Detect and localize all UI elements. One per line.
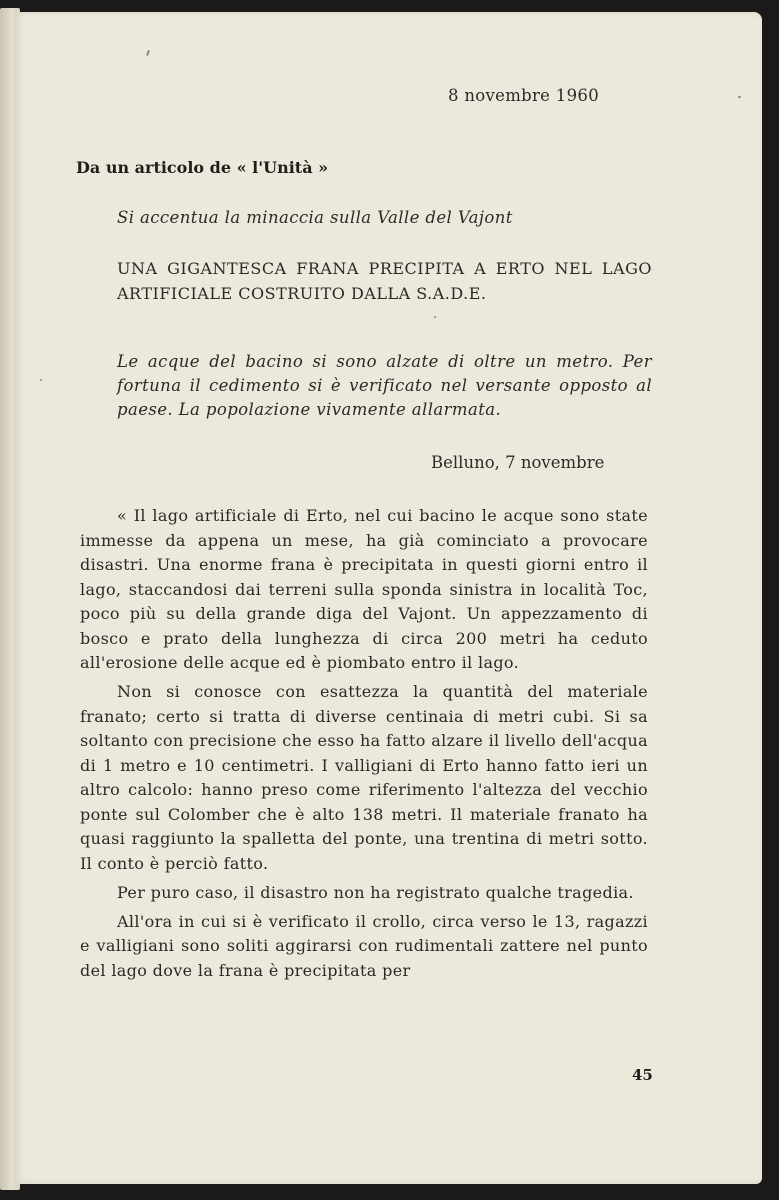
- body-paragraph: Per puro caso, il disastro non ha registrato qualche tragedia.: [117, 882, 634, 902]
- body-paragraph: « Il lago artificiale di Erto, nel cui bacino le acque sono state immesse da appena un mese, ha già cominciato a provocare disastri. Una enorme frana è precipitata in questi giorni entro il lago, staccandosi dai terreni sulla sponda sinistra in località Toc, poco più su della grande diga del Vajont. Un appezzamento di bosco e prato della lunghezza di circa 200 metri ha ceduto all'erosione delle acque ed è piombato entro il lago.: [80, 506, 648, 672]
- body-paragraph: Non si conosce con esattezza la quantità del materiale franato; certo si tratta di diverse centinaia di metri cubi. Si sa soltanto con precisione che esso ha fatto alzare il livello dell'acqua di 1 metro e 10 centimetri. I valligiani di Erto hanno fatto ieri un altro calcolo: hanno preso come riferimento l'altezza del vecchio ponte sul Colomber che è alto 138 metri. Il materiale franato ha quasi raggiunto la spalletta del ponte, una trentina di metri sotto. Il conto è perciò fatto.: [80, 682, 648, 873]
- article-dateline: Belluno, 7 novembre: [431, 453, 605, 472]
- source-line: Da un articolo de « l'Unità »: [76, 158, 329, 177]
- article-body: [80, 504, 648, 988]
- article-subhead: Le acque del bacino si sono alzate di oltre un metro. Per fortuna il cedimento si è verificato nel versante opposto al paese. La popolazione vivamente allarmata.: [117, 352, 652, 419]
- letter-date: 8 novembre 1960: [448, 86, 599, 105]
- paper-speck: [40, 379, 42, 381]
- page-number: 45: [632, 1066, 653, 1084]
- paper-speck: [434, 316, 436, 318]
- article-headline: UNA GIGANTESCA FRANA PRECIPITA A ERTO NEL LAGO ARTIFICIALE COSTRUITO DALLA S.A.D.E.: [117, 259, 652, 303]
- paper-speck: [146, 50, 150, 56]
- body-paragraph: All'ora in cui si è verificato il crollo, circa verso le 13, ragazzi e valligiani sono soliti aggirarsi con rudimentali zattere nel punto del lago dove la frana è precipitata per: [80, 911, 648, 980]
- paper-speck: [738, 96, 741, 98]
- article-kicker: Si accentua la minaccia sulla Valle del Vajont: [117, 208, 513, 227]
